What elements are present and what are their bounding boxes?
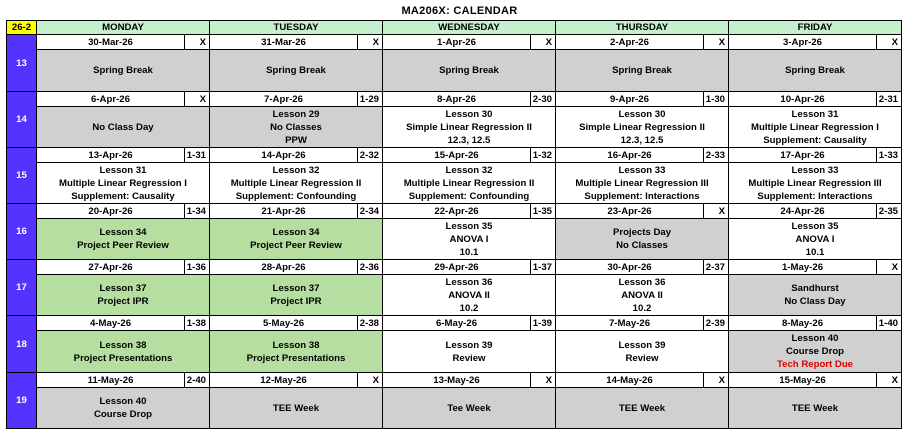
- date-cell: 28-Apr-26: [210, 260, 358, 275]
- lesson-code: X: [704, 204, 729, 219]
- content-row: [7, 50, 902, 92]
- day-content-cell: [383, 107, 556, 148]
- day-content-cell: [210, 163, 383, 204]
- day-content-cell: [37, 275, 210, 316]
- day-content-cell: [729, 275, 902, 316]
- lesson-code: X: [358, 373, 383, 388]
- entry-line: Multiple Linear Regression I: [59, 177, 187, 189]
- date-cell: 10-Apr-26: [729, 92, 877, 107]
- entry-heading: TEE Week: [618, 402, 666, 414]
- date-cell: 6-Apr-26: [37, 92, 185, 107]
- day-content-cell: [210, 107, 383, 148]
- entry-heading: Lesson 38: [272, 339, 320, 351]
- day-header-monday: MONDAY: [37, 21, 210, 35]
- entry-heading: Sandhurst: [791, 283, 839, 294]
- date-row: [7, 204, 902, 219]
- entry-heading: Lesson 37: [272, 283, 320, 294]
- week-number: 16: [7, 204, 37, 260]
- entry-line: No Class Day: [784, 296, 846, 307]
- day-content-cell: [210, 219, 383, 260]
- entry-heading: Lesson 37: [99, 283, 147, 294]
- lesson-code: 2-39: [704, 316, 729, 331]
- day-header-wednesday: WEDNESDAY: [383, 21, 556, 35]
- lesson-code: X: [877, 373, 902, 388]
- day-content-cell: [729, 331, 902, 373]
- entry-heading: Lesson 31: [99, 164, 147, 176]
- entry-heading: Lesson 33: [618, 164, 666, 176]
- entry-heading: Lesson 39: [445, 339, 493, 351]
- date-cell: 8-Apr-26: [383, 92, 531, 107]
- entry-heading: Lesson 29: [272, 108, 320, 120]
- lesson-code: 2-38: [358, 316, 383, 331]
- day-content-cell: [556, 107, 729, 148]
- date-cell: 1-Apr-26: [383, 35, 531, 50]
- entry-line: Multiple Linear Regression II: [230, 177, 362, 189]
- content-row: [7, 107, 902, 148]
- date-cell: 15-May-26: [729, 373, 877, 388]
- date-cell: 12-May-26: [210, 373, 358, 388]
- date-cell: 20-Apr-26: [37, 204, 185, 219]
- day-header-tuesday: TUESDAY: [210, 21, 383, 35]
- entry-heading: Lesson 32: [272, 164, 320, 176]
- entry-heading: TEE Week: [791, 402, 839, 414]
- lesson-code: 1-29: [358, 92, 383, 107]
- date-cell: 23-Apr-26: [556, 204, 704, 219]
- lesson-code: 1-33: [877, 148, 902, 163]
- day-content-cell: [556, 163, 729, 204]
- entry-heading: Lesson 34: [272, 227, 320, 238]
- lesson-code: 1-30: [704, 92, 729, 107]
- content-row: [7, 163, 902, 204]
- entry-line: 12.3, 12.5: [620, 134, 664, 146]
- date-cell: 9-Apr-26: [556, 92, 704, 107]
- day-content-cell: [210, 331, 383, 373]
- week-number: 19: [7, 373, 37, 429]
- day-header-thursday: THURSDAY: [556, 21, 729, 35]
- entry-heading: Lesson 30: [445, 108, 493, 120]
- entry-line: ANOVA II: [621, 289, 663, 301]
- entry-heading: Spring Break: [93, 65, 153, 76]
- day-content-cell: [383, 275, 556, 316]
- date-cell: 14-May-26: [556, 373, 704, 388]
- due-notice: Tech Report Due: [776, 359, 854, 370]
- lesson-code: 2-32: [358, 148, 383, 163]
- date-cell: 21-Apr-26: [210, 204, 358, 219]
- date-cell: 27-Apr-26: [37, 260, 185, 275]
- date-cell: 31-Mar-26: [210, 35, 358, 50]
- lesson-code: 2-36: [358, 260, 383, 275]
- day-content-cell: [556, 388, 729, 429]
- date-row: [7, 316, 902, 331]
- lesson-code: 2-37: [704, 260, 729, 275]
- lesson-code: 2-40: [185, 373, 210, 388]
- entry-heading: TEE Week: [272, 402, 320, 414]
- entry-line: PPW: [285, 134, 307, 146]
- entry-line: No Classes: [270, 121, 322, 133]
- lesson-code: 1-39: [531, 316, 556, 331]
- date-cell: 8-May-26: [729, 316, 877, 331]
- day-content-cell: [729, 107, 902, 148]
- entry-line: 10.1: [459, 246, 479, 258]
- entry-line: Course Drop: [785, 346, 845, 357]
- day-content-cell: [556, 331, 729, 373]
- entry-heading: Lesson 39: [618, 339, 666, 351]
- entry-line: ANOVA II: [448, 289, 490, 301]
- day-header-friday: FRIDAY: [729, 21, 902, 35]
- date-cell: 2-Apr-26: [556, 35, 704, 50]
- week-number: 17: [7, 260, 37, 316]
- day-header-row: [7, 21, 902, 35]
- week-number: 15: [7, 148, 37, 204]
- entry-heading: Lesson 33: [791, 164, 839, 176]
- entry-line: Supplement: Causality: [763, 134, 867, 146]
- day-content-cell: [556, 219, 729, 260]
- entry-line: 12.3, 12.5: [447, 134, 491, 146]
- entry-line: Project IPR: [270, 296, 322, 307]
- week-number: 14: [7, 92, 37, 148]
- lesson-code: 2-34: [358, 204, 383, 219]
- entry-line: 10.1: [805, 246, 825, 258]
- lesson-code: X: [531, 373, 556, 388]
- entry-heading: Projects Day: [612, 227, 672, 238]
- date-cell: 17-Apr-26: [729, 148, 877, 163]
- day-content-cell: [37, 163, 210, 204]
- lesson-code: 2-33: [704, 148, 729, 163]
- date-cell: 14-Apr-26: [210, 148, 358, 163]
- day-content-cell: [210, 50, 383, 92]
- day-content-cell: [37, 388, 210, 429]
- entry-heading: Lesson 38: [99, 339, 147, 351]
- entry-heading: Spring Break: [612, 65, 672, 76]
- entry-line: Supplement: Confounding: [235, 190, 357, 202]
- day-content-cell: [37, 219, 210, 260]
- lesson-code: 2-30: [531, 92, 556, 107]
- entry-heading: Lesson 31: [791, 108, 839, 120]
- entry-line: ANOVA I: [795, 233, 835, 245]
- day-content-cell: [729, 50, 902, 92]
- lesson-code: 1-36: [185, 260, 210, 275]
- calendar-title: MA206X: CALENDAR: [401, 5, 518, 17]
- day-content-cell: [383, 50, 556, 92]
- entry-line: Project IPR: [97, 296, 149, 307]
- date-cell: 7-Apr-26: [210, 92, 358, 107]
- entry-line: No Classes: [616, 240, 668, 251]
- date-cell: 7-May-26: [556, 316, 704, 331]
- date-cell: 29-Apr-26: [383, 260, 531, 275]
- lesson-code: 1-32: [531, 148, 556, 163]
- entry-heading: Lesson 36: [445, 276, 493, 288]
- day-content-cell: [383, 219, 556, 260]
- day-content-cell: [556, 50, 729, 92]
- day-content-cell: [729, 163, 902, 204]
- day-content-cell: [37, 331, 210, 373]
- entry-line: Multiple Linear Regression II: [403, 177, 535, 189]
- entry-heading: Lesson 35: [445, 220, 493, 232]
- date-cell: 22-Apr-26: [383, 204, 531, 219]
- entry-line: Review: [625, 352, 659, 364]
- day-content-cell: [729, 219, 902, 260]
- entry-line: Multiple Linear Regression I: [751, 121, 879, 133]
- entry-heading: Lesson 32: [445, 164, 493, 176]
- lesson-code: 2-35: [877, 204, 902, 219]
- date-cell: 4-May-26: [37, 316, 185, 331]
- entry-heading: Tee Week: [447, 402, 491, 414]
- lesson-code: X: [531, 35, 556, 50]
- day-content-cell: [210, 275, 383, 316]
- entry-heading: Lesson 34: [99, 227, 147, 238]
- calendar-table: [6, 20, 902, 429]
- entry-line: Supplement: Interactions: [584, 190, 700, 202]
- entry-line: 10.2: [459, 302, 479, 314]
- date-cell: 16-Apr-26: [556, 148, 704, 163]
- date-cell: 1-May-26: [729, 260, 877, 275]
- content-row: [7, 275, 902, 316]
- entry-line: Project Presentations: [73, 352, 173, 364]
- date-cell: 13-Apr-26: [37, 148, 185, 163]
- entry-line: Project Peer Review: [77, 240, 169, 251]
- week-number: 18: [7, 316, 37, 373]
- entry-heading: Lesson 30: [618, 108, 666, 120]
- lesson-code: 1-31: [185, 148, 210, 163]
- entry-line: ANOVA I: [449, 233, 489, 245]
- entry-heading: No Class Day: [92, 121, 154, 133]
- entry-line: Simple Linear Regression II: [579, 121, 705, 133]
- entry-heading: Lesson 36: [618, 276, 666, 288]
- content-row: [7, 331, 902, 373]
- date-cell: 13-May-26: [383, 373, 531, 388]
- entry-line: Project Peer Review: [250, 240, 342, 251]
- lesson-code: 1-35: [531, 204, 556, 219]
- entry-line: Project Presentations: [246, 352, 346, 364]
- date-cell: 15-Apr-26: [383, 148, 531, 163]
- entry-line: Multiple Linear Regression III: [748, 177, 882, 189]
- entry-heading: Spring Break: [785, 65, 845, 76]
- entry-heading: Lesson 40: [791, 333, 839, 344]
- day-content-cell: [37, 107, 210, 148]
- lesson-code: 1-38: [185, 316, 210, 331]
- date-row: [7, 260, 902, 275]
- entry-heading: Lesson 40: [99, 396, 147, 407]
- lesson-code: X: [704, 373, 729, 388]
- entry-line: Supplement: Interactions: [757, 190, 873, 202]
- date-row: [7, 92, 902, 107]
- lesson-code: X: [877, 260, 902, 275]
- date-cell: 11-May-26: [37, 373, 185, 388]
- date-cell: 30-Apr-26: [556, 260, 704, 275]
- term-label: 26-2: [7, 21, 37, 35]
- date-cell: 6-May-26: [383, 316, 531, 331]
- day-content-cell: [556, 275, 729, 316]
- entry-line: Multiple Linear Regression III: [575, 177, 709, 189]
- entry-line: Supplement: Confounding: [408, 190, 530, 202]
- date-cell: 24-Apr-26: [729, 204, 877, 219]
- week-number: 13: [7, 35, 37, 92]
- entry-heading: Spring Break: [439, 65, 499, 76]
- day-content-cell: [729, 388, 902, 429]
- lesson-code: X: [185, 35, 210, 50]
- entry-line: Supplement: Causality: [71, 190, 175, 202]
- day-content-cell: [383, 163, 556, 204]
- lesson-code: 2-31: [877, 92, 902, 107]
- lesson-code: X: [877, 35, 902, 50]
- lesson-code: X: [358, 35, 383, 50]
- entry-line: Course Drop: [93, 409, 153, 420]
- entry-line: Simple Linear Regression II: [406, 121, 532, 133]
- date-row: [7, 35, 902, 50]
- entry-heading: Spring Break: [266, 65, 326, 76]
- lesson-code: X: [185, 92, 210, 107]
- date-cell: 3-Apr-26: [729, 35, 877, 50]
- date-cell: 30-Mar-26: [37, 35, 185, 50]
- date-row: [7, 373, 902, 388]
- entry-heading: Lesson 35: [791, 220, 839, 232]
- content-row: [7, 219, 902, 260]
- entry-line: 10.2: [632, 302, 652, 314]
- day-content-cell: [37, 50, 210, 92]
- entry-line: Review: [452, 352, 486, 364]
- content-row: [7, 388, 902, 429]
- date-row: [7, 148, 902, 163]
- lesson-code: 1-40: [877, 316, 902, 331]
- lesson-code: X: [704, 35, 729, 50]
- day-content-cell: [383, 331, 556, 373]
- day-content-cell: [383, 388, 556, 429]
- date-cell: 5-May-26: [210, 316, 358, 331]
- day-content-cell: [210, 388, 383, 429]
- lesson-code: 1-37: [531, 260, 556, 275]
- lesson-code: 1-34: [185, 204, 210, 219]
